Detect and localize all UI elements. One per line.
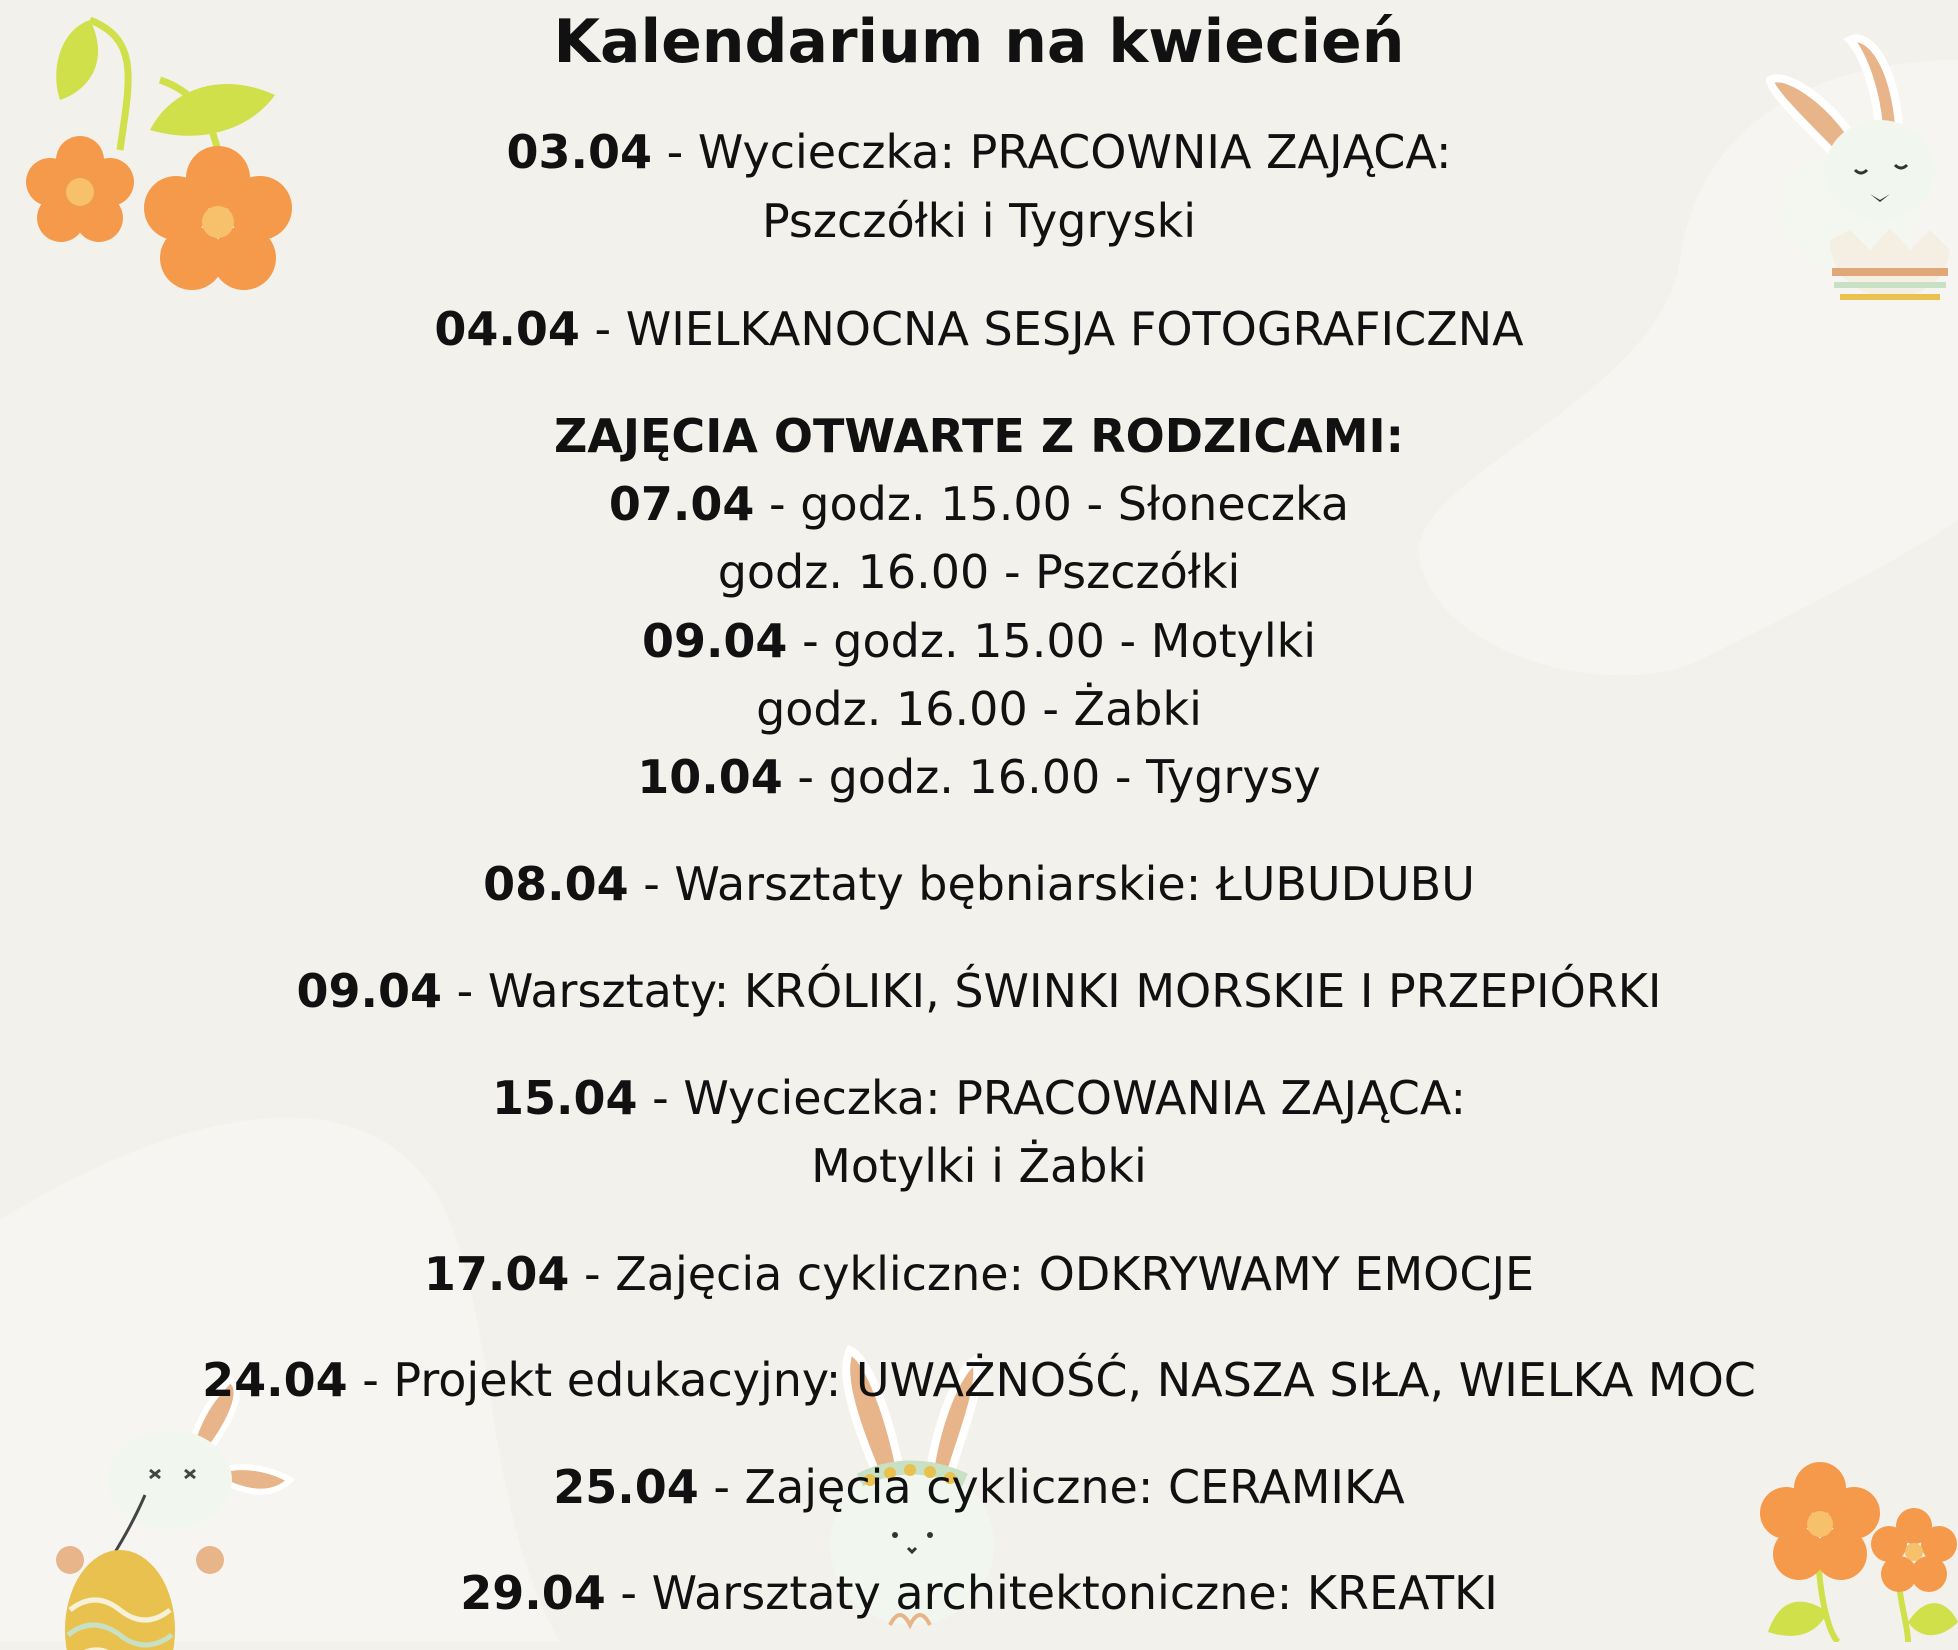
open-classes-heading: ZAJĘCIA OTWARTE Z RODZICAMI:: [553, 409, 1405, 463]
open-class-row: [0, 675, 1958, 743]
event-line-continued: Motylki i Żabki: [811, 1139, 1147, 1193]
event-line: [0, 957, 1958, 1025]
event-date: 09.04: [296, 964, 442, 1018]
event-date: 09.04: [641, 614, 788, 668]
event-date: 17.04: [423, 1247, 570, 1301]
open-class-row: [0, 743, 1958, 811]
event-line: [0, 850, 1958, 918]
event-text: - Warsztaty: KRÓLIKI, ŚWINKI MORSKIE I PRZEPIÓRKI: [441, 964, 1662, 1018]
event-line: [0, 1240, 1958, 1308]
event-text: godz. 16.00 - Żabki: [756, 682, 1202, 736]
event-text: - WIELKANOCNA SESJA FOTOGRAFICZNA: [579, 302, 1524, 356]
event-text: - Zajęcia cykliczne: ODKRYWAMY EMOCJE: [569, 1247, 1535, 1301]
event-line: [0, 1453, 1958, 1521]
event-line: [0, 118, 1958, 186]
event-date: 03.04: [506, 125, 652, 179]
open-class-row: [0, 607, 1958, 675]
event-line: [0, 1346, 1958, 1414]
event-text: - godz. 16.00 - Tygrysy: [782, 750, 1321, 804]
event-text: - Warsztaty bębniarskie: ŁUBUDUBU: [628, 857, 1475, 911]
open-class-row: [0, 538, 1958, 606]
event-text: - Projekt edukacyjny: UWAŻNOŚĆ, NASZA SIŁA, WIELKA MOC: [347, 1353, 1756, 1407]
event-date: 04.04: [434, 302, 580, 356]
event-date: 10.04: [637, 750, 783, 804]
event-line-continued: Pszczółki i Tygryski: [761, 194, 1196, 248]
event-text: - Zajęcia cykliczne: CERAMIKA: [698, 1460, 1405, 1514]
event-text: - godz. 15.00 - Motylki: [787, 614, 1317, 668]
event-date: 25.04: [553, 1460, 699, 1514]
event-text: - Wycieczka: PRACOWNIA ZAJĄCA:: [651, 125, 1452, 179]
page-title: Kalendarium na kwiecień: [553, 7, 1405, 77]
event-text: - Wycieczka: PRACOWANIA ZAJĄCA:: [637, 1071, 1466, 1125]
event-line: [0, 295, 1958, 363]
event-date: 29.04: [460, 1566, 606, 1620]
event-text: - godz. 15.00 - Słoneczka: [754, 477, 1350, 531]
event-date: 07.04: [608, 477, 755, 531]
event-text: godz. 16.00 - Pszczółki: [717, 545, 1241, 599]
event-line: [0, 1064, 1958, 1132]
open-class-row: [0, 470, 1958, 538]
event-line: [0, 1559, 1958, 1627]
event-text: - Warsztaty architektoniczne: KREATKI: [605, 1566, 1498, 1620]
event-date: 08.04: [483, 857, 629, 911]
event-date: 15.04: [491, 1071, 638, 1125]
event-date: 24.04: [202, 1353, 348, 1407]
